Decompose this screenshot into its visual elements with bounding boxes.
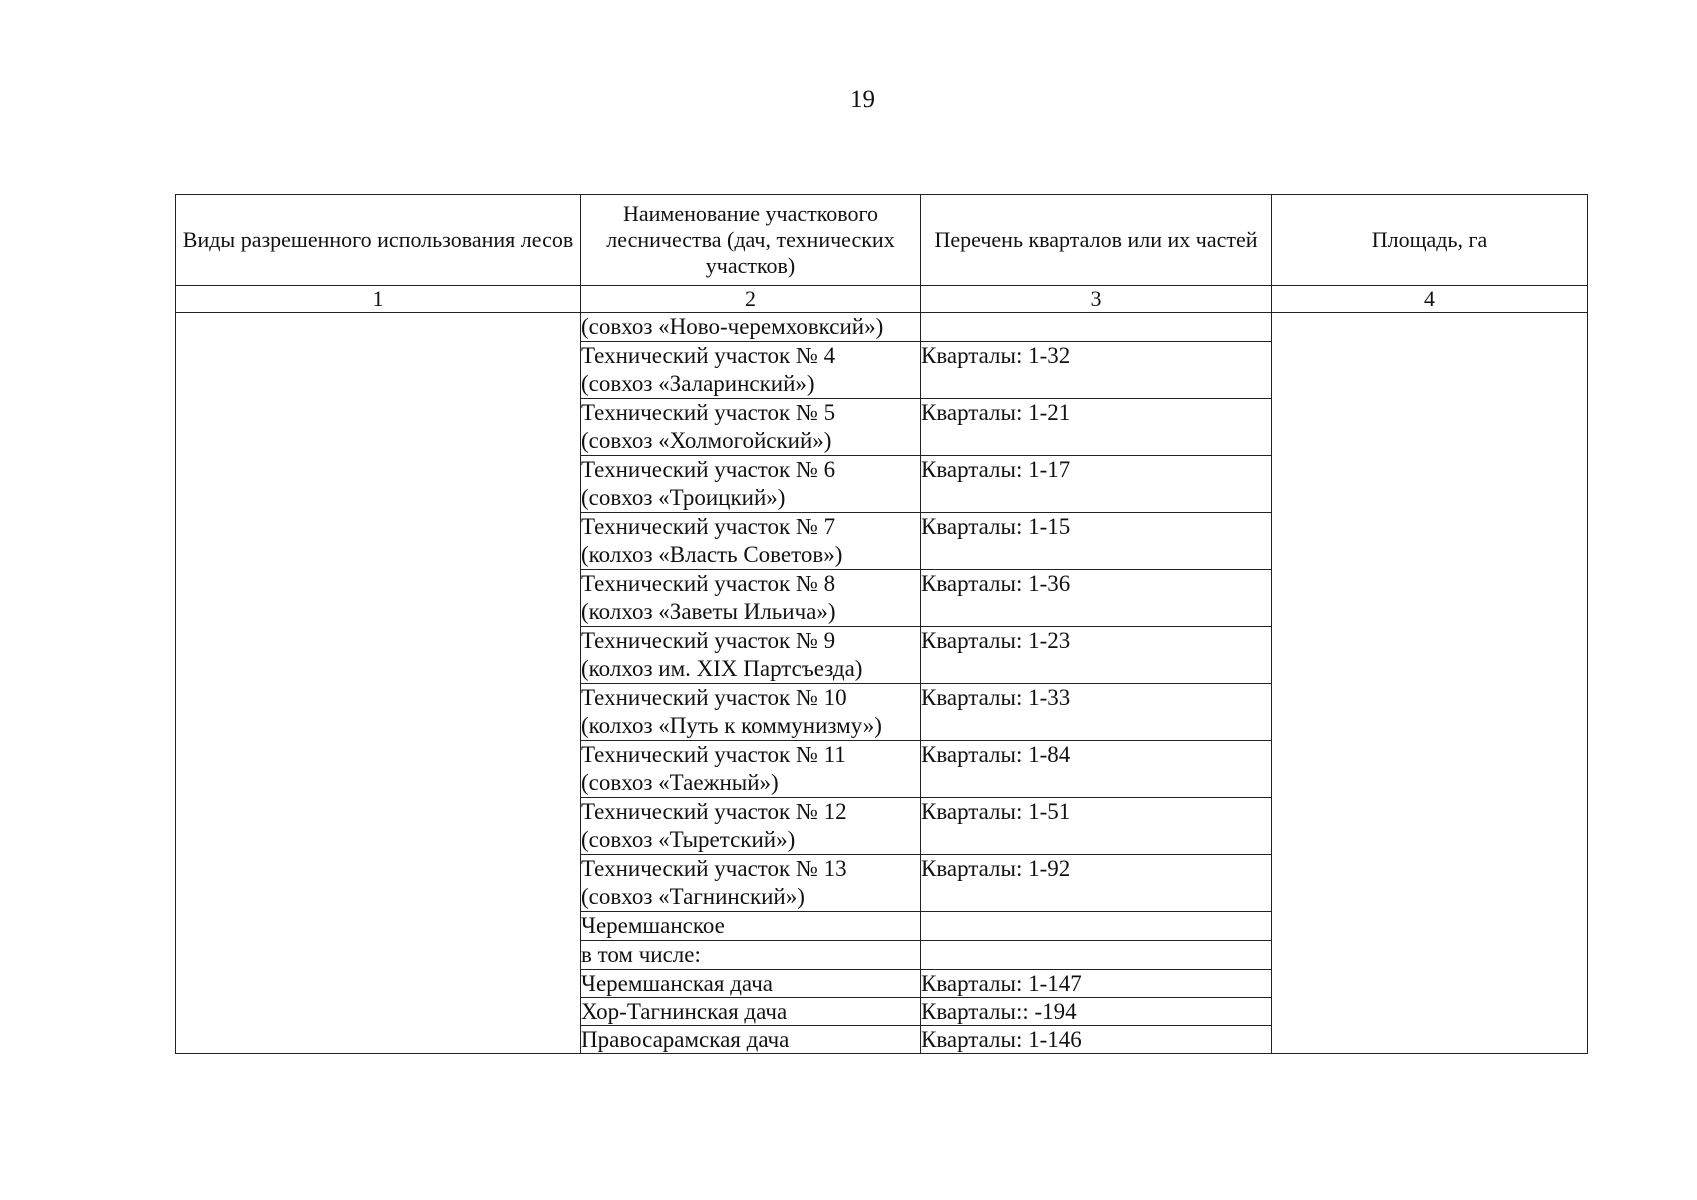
header-quarters-list: Перечень кварталов или их частей xyxy=(921,195,1272,286)
forestry-name-cell xyxy=(581,741,921,798)
forestry-name-line: (колхоз «Заветы Ильича») xyxy=(581,599,836,624)
forestry-name-line: (совхоз «Ново-черемховксий») xyxy=(581,314,884,339)
quarters-cell: Кварталы: 1-15 xyxy=(921,513,1272,570)
forestry-name-line: (совхоз «Холмогойский») xyxy=(581,428,832,453)
forestry-name-line: Технический участок № 13 xyxy=(581,856,847,881)
quarters-cell: Кварталы: 1-32 xyxy=(921,342,1272,399)
dacha-name-cell: Хор-Тагнинская дача xyxy=(581,998,921,1026)
forestry-name-line: Технический участок № 7 xyxy=(581,514,836,539)
forestry-name-cell xyxy=(581,342,921,399)
column-numbers-row xyxy=(176,286,1588,313)
quarters-cell: Кварталы: 1-84 xyxy=(921,741,1272,798)
header-forest-use-types: Виды разрешенного использования лесов xyxy=(176,195,581,286)
column-number: 1 xyxy=(176,286,581,313)
forestry-name-line: Технический участок № 11 xyxy=(581,742,846,767)
dacha-name-cell: Черемшанская дача xyxy=(581,970,921,998)
forestry-name-cell xyxy=(581,456,921,513)
forestry-name-cell xyxy=(581,513,921,570)
quarters-cell: Кварталы: 1-147 xyxy=(921,970,1272,998)
quarters-cell: Кварталы: 1-92 xyxy=(921,855,1272,912)
area-cell xyxy=(1272,313,1588,1054)
forestry-name-cell xyxy=(581,627,921,684)
forestry-name-line: (совхоз «Таежный») xyxy=(581,770,779,795)
forestry-name-cell xyxy=(581,399,921,456)
forestry-name-line: (колхоз им. XIX Партсъезда) xyxy=(581,656,863,681)
quarters-cell: Кварталы: 1-21 xyxy=(921,399,1272,456)
header-area: Площадь, га xyxy=(1272,195,1588,286)
forest-use-type-cell xyxy=(176,313,581,1054)
section-subtitle: в том числе: xyxy=(581,941,921,970)
forestry-name-line: Технический участок № 6 xyxy=(581,457,836,482)
forestry-name-line: (совхоз «Тыретский») xyxy=(581,827,796,852)
header-forestry-name: Наименование участкового лесничества (дач, технических участков) xyxy=(581,195,921,286)
quarters-cell: Кварталы: 1-36 xyxy=(921,570,1272,627)
forestry-name-line: Технический участок № 12 xyxy=(581,799,847,824)
dacha-name-cell: Правосарамская дача xyxy=(581,1026,921,1054)
quarters-cell: Кварталы: 1-33 xyxy=(921,684,1272,741)
forestry-name-cell xyxy=(581,684,921,741)
quarters-cell: Кварталы: 1-23 xyxy=(921,627,1272,684)
forestry-name-line: (совхоз «Троицкий») xyxy=(581,485,786,510)
section-title: Черемшанское xyxy=(581,912,921,941)
column-number: 2 xyxy=(581,286,921,313)
forestry-name-line: Технический участок № 4 xyxy=(581,343,836,368)
column-number: 4 xyxy=(1272,286,1588,313)
quarters-cell: Кварталы: 1-51 xyxy=(921,798,1272,855)
forestry-name-line: (совхоз «Заларинский») xyxy=(581,371,815,396)
forestry-name-cell xyxy=(581,798,921,855)
forestry-name-line: Технический участок № 10 xyxy=(581,685,847,710)
forestry-name-line: (колхоз «Власть Советов») xyxy=(581,542,843,567)
quarters-cell xyxy=(921,941,1272,970)
forest-use-table xyxy=(175,194,1588,1054)
page-number: 19 xyxy=(850,86,875,113)
forestry-name-line: Технический участок № 5 xyxy=(581,400,836,425)
quarters-cell: Кварталы:: -194 xyxy=(921,998,1272,1026)
quarters-cell xyxy=(921,313,1272,342)
forestry-name-line: (колхоз «Путь к коммунизму») xyxy=(581,713,882,738)
column-number: 3 xyxy=(921,286,1272,313)
table-row xyxy=(176,313,1588,342)
forestry-name-cell xyxy=(581,313,921,342)
quarters-cell xyxy=(921,912,1272,941)
forestry-name-cell xyxy=(581,855,921,912)
forestry-name-line: Технический участок № 8 xyxy=(581,571,836,596)
quarters-cell: Кварталы: 1-146 xyxy=(921,1026,1272,1054)
forestry-name-line: (совхоз «Тагнинский») xyxy=(581,884,805,909)
forestry-name-line: Технический участок № 9 xyxy=(581,628,836,653)
header-row xyxy=(176,195,1588,286)
forestry-name-cell xyxy=(581,570,921,627)
quarters-cell: Кварталы: 1-17 xyxy=(921,456,1272,513)
